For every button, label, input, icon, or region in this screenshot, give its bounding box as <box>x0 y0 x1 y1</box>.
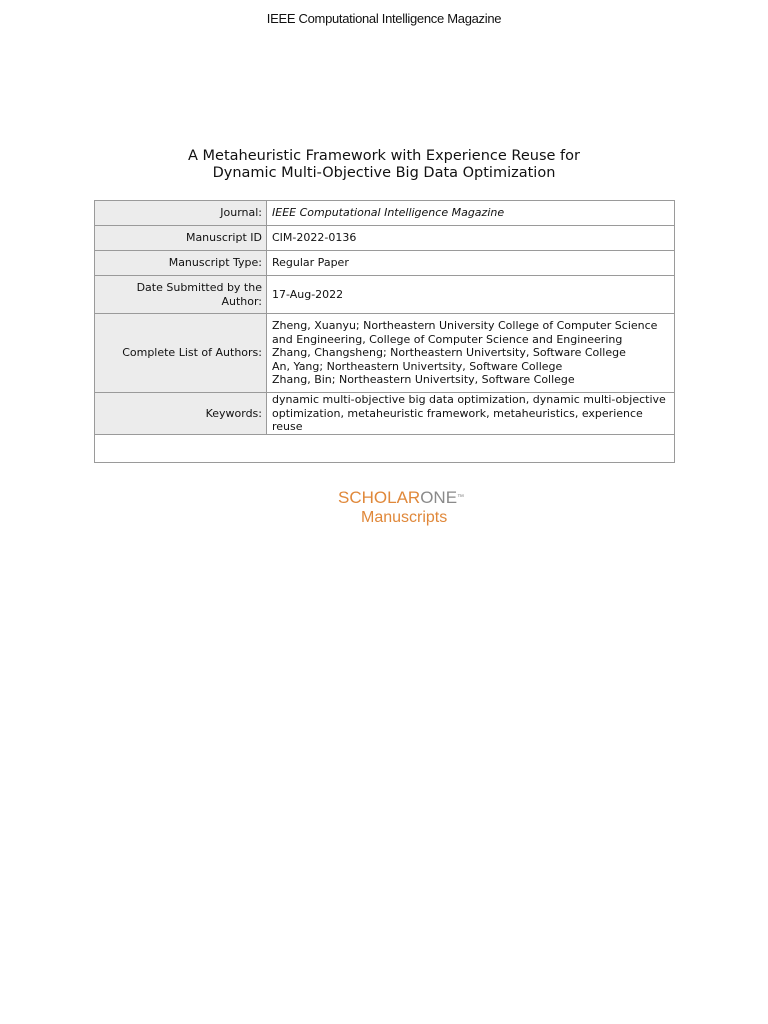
author-line: Zhang, Changsheng; Northeastern Univertsity, Software College <box>272 346 626 360</box>
journal-label: Journal: <box>95 201 267 226</box>
author-line: Zheng, Xuanyu; Northeastern University College of Computer Science <box>272 319 658 333</box>
table-row-manuscript-id <box>95 226 675 251</box>
table-row-keywords <box>95 393 675 435</box>
keywords-line-1: dynamic multi-objective big data optimization, dynamic multi-objective <box>272 393 666 406</box>
date-submitted-label <box>95 276 267 314</box>
scholarone-wordmark <box>338 488 464 508</box>
logo-manuscripts-text: Manuscripts <box>361 509 448 526</box>
paper-title-line-2: Dynamic Multi-Objective Big Data Optimization <box>212 165 556 181</box>
table-row-journal <box>95 201 675 226</box>
author-line: An, Yang; Northeastern Univertsity, Software College <box>272 359 563 373</box>
manuscript-type-value: Regular Paper <box>267 251 675 276</box>
keywords-line-2: optimization, metaheuristic framework, metaheuristics, experience reuse <box>272 406 643 433</box>
date-submitted-value: 17-Aug-2022 <box>267 276 675 314</box>
keywords-label: Keywords: <box>95 393 267 435</box>
journal-value: IEEE Computational Intelligence Magazine <box>267 201 675 226</box>
paper-title <box>0 148 768 182</box>
table-row-manuscript-type <box>95 251 675 276</box>
date-submitted-label-line-2: Author: <box>221 294 262 308</box>
table-row-date-submitted <box>95 276 675 314</box>
empty-cell <box>95 434 675 462</box>
manuscript-info-table <box>94 200 675 463</box>
date-submitted-label-line-1: Date Submitted by the <box>136 281 262 294</box>
paper-title-line-1: A Metaheuristic Framework with Experience Reuse for <box>188 148 580 164</box>
logo-trademark: ™ <box>457 494 465 501</box>
logo-scholar-text: SCHOLAR <box>338 488 421 507</box>
author-line: Zhang, Bin; Northeastern Univertsity, Software College <box>272 373 575 387</box>
author-line: and Engineering, College of Computer Science and Engineering <box>272 332 623 346</box>
table-row-authors <box>95 314 675 393</box>
authors-value <box>267 314 675 393</box>
logo-one-text: ONE <box>420 488 458 507</box>
table-row-empty <box>95 434 675 462</box>
journal-header: IEEE Computational Intelligence Magazine <box>266 11 502 26</box>
manuscript-id-label: Manuscript ID <box>95 226 267 251</box>
authors-label: Complete List of Authors: <box>95 314 267 393</box>
manuscript-id-value: CIM-2022-0136 <box>267 226 675 251</box>
manuscript-type-label: Manuscript Type: <box>95 251 267 276</box>
keywords-value <box>267 393 675 435</box>
scholarone-logo <box>338 488 464 528</box>
